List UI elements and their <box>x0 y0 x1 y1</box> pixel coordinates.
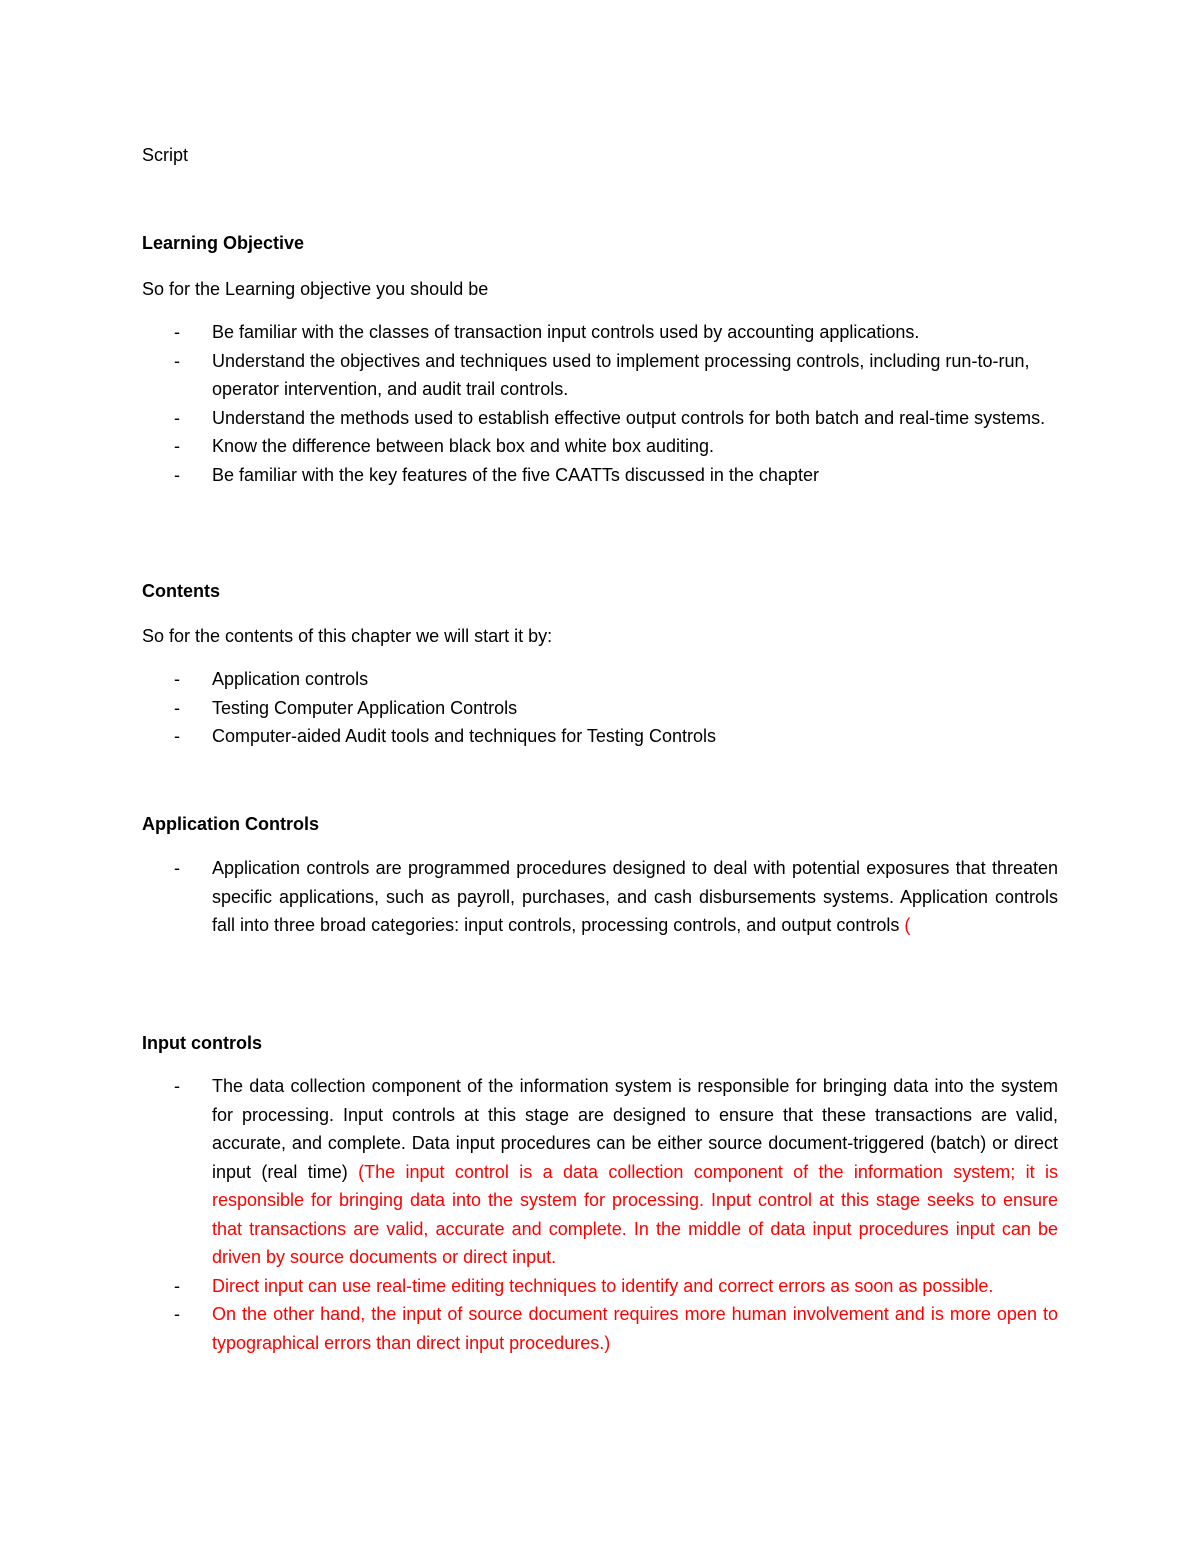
list-item-text: Computer-aided Audit tools and techniques for Testing Controls <box>212 726 716 746</box>
dash-bullet: - <box>174 322 180 342</box>
list-item <box>142 1300 1058 1357</box>
dash-bullet: - <box>174 858 180 878</box>
dash-bullet: - <box>174 1076 180 1096</box>
list-item-text: Testing Computer Application Controls <box>212 697 518 718</box>
list-item-text: The data collection component of the information system is responsible for bringing data into the system for processing. Input controls at this stage are designed to ensure that these transactions are valid, accurate, and complete. Data input procedures can be either source document-triggered (batch) or direct input (real time) <box>212 1076 1058 1182</box>
list-item-text: Know the difference between black box and white box auditing. <box>212 436 715 456</box>
doc-title: Script <box>142 145 189 165</box>
list-item-text: Understand the objectives and techniques used to implement processing controls, including run-to-run, operator intervention, and audit trail controls. <box>212 350 1030 399</box>
list-item-text: Be familiar with the key features of the five CAATTs discussed in the chapter <box>212 464 819 485</box>
input-controls-list <box>142 1072 1058 1357</box>
contents-list <box>142 665 1058 751</box>
learning-objective-heading: Learning Objective <box>142 233 305 253</box>
list-item <box>142 854 1058 940</box>
list-item <box>142 665 1058 694</box>
list-item-text: Understand the methods used to establish effective output controls for both batch and real-time systems. <box>212 407 1046 428</box>
application-controls-list <box>142 854 1058 940</box>
dash-bullet: - <box>174 407 180 428</box>
input-controls-heading: Input controls <box>142 1033 262 1053</box>
application-controls-heading: Application Controls <box>142 814 319 834</box>
contents-intro: So for the contents of this chapter we will start it by: <box>142 626 553 646</box>
highlighted-text: Direct input can use real-time editing techniques to identify and correct errors as soon as possible. <box>212 1275 994 1296</box>
highlighted-text: On the other hand, the input of source document requires more human involvement and is more open to typographical errors than direct input procedures.) <box>212 1304 1058 1353</box>
list-item <box>142 404 1058 433</box>
list-item <box>142 461 1058 490</box>
list-item <box>142 1072 1058 1272</box>
learning-objective-list <box>142 318 1058 489</box>
list-item-text: Application controls are programmed procedures designed to deal with potential exposures that threaten specific applications, such as payroll, purchases, and cash disbursements systems. Application controls fall into three broad categories: input controls, processing controls, and output controls <box>212 858 1058 935</box>
dash-bullet: - <box>174 697 180 718</box>
list-item <box>142 694 1058 723</box>
dash-bullet: - <box>174 726 180 746</box>
dash-bullet: - <box>174 436 180 456</box>
list-item-text: Application controls <box>212 669 369 689</box>
learning-objective-intro: So for the Learning objective you should be <box>142 279 489 299</box>
dash-bullet: - <box>174 350 180 371</box>
list-item <box>142 347 1058 404</box>
highlighted-text: ( <box>904 915 911 935</box>
contents-heading: Contents <box>142 581 220 601</box>
list-item <box>142 432 1058 461</box>
dash-bullet: - <box>174 1275 180 1296</box>
list-item <box>142 722 1058 751</box>
dash-bullet: - <box>174 464 180 485</box>
highlighted-text: (The input control is a data collection component of the information system; it is responsible for bringing data into the system for processing. Input control at this stage seeks to ensure that transactions are valid, accurate and complete. In the middle of data input procedures input can be driven by source documents or direct input. <box>212 1161 1058 1267</box>
dash-bullet: - <box>174 1304 180 1324</box>
list-item <box>142 1272 1058 1301</box>
list-item <box>142 318 1058 347</box>
list-item-text: Be familiar with the classes of transaction input controls used by accounting applications. <box>212 322 920 342</box>
dash-bullet: - <box>174 669 180 689</box>
